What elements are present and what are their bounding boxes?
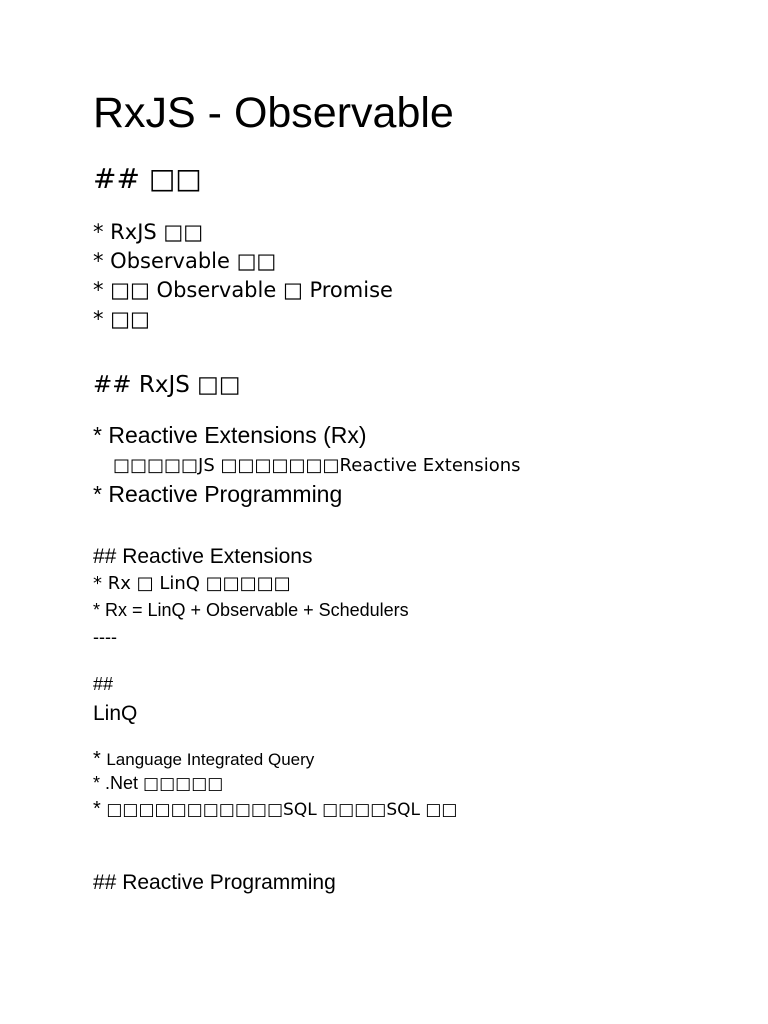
linq-item-sql-text: □□□□□□□□□□□SQL □□□□SQL □□	[106, 800, 458, 820]
reactive-extensions-heading: ## Reactive Extensions	[93, 545, 313, 568]
reactive-programming-heading: ## Reactive Programming	[93, 871, 336, 894]
linq-item-query	[93, 749, 314, 769]
bullet: *	[93, 748, 107, 770]
outline-heading: ## □□	[93, 162, 202, 195]
outline-item-other: * □□	[93, 307, 150, 331]
outline-item-observable: * Observable □□	[93, 249, 277, 273]
reactive-extensions-item-linq: * Rx □ LinQ □□□□□	[93, 573, 291, 594]
bullet: *	[93, 798, 107, 820]
linq-item-dotnet	[93, 774, 223, 793]
linq-heading-marker: ##	[93, 674, 114, 694]
outline-item-rxjs: * RxJS □□	[93, 220, 204, 244]
linq-item-query-text: Language Integrated Query	[106, 750, 315, 769]
separator-line: ----	[93, 627, 117, 647]
document-title: RxJS - Observable	[93, 89, 454, 137]
linq-item-sql	[93, 799, 458, 819]
rxjs-intro-item-rx-note: □□□□□JS □□□□□□□Reactive Extensions	[113, 455, 521, 476]
linq-item-dotnet-prefix: * .Net	[93, 773, 144, 793]
rxjs-intro-item-rx: * Reactive Extensions (Rx)	[93, 422, 367, 448]
linq-item-dotnet-text: □□□□□	[143, 774, 224, 794]
outline-item-compare: * □□ Observable □ Promise	[93, 278, 393, 302]
rxjs-intro-heading: ## RxJS □□	[93, 372, 241, 398]
reactive-extensions-item-formula: * Rx = LinQ + Observable + Schedulers	[93, 600, 409, 620]
rxjs-intro-item-rp: * Reactive Programming	[93, 481, 343, 507]
linq-heading: LinQ	[93, 702, 138, 725]
